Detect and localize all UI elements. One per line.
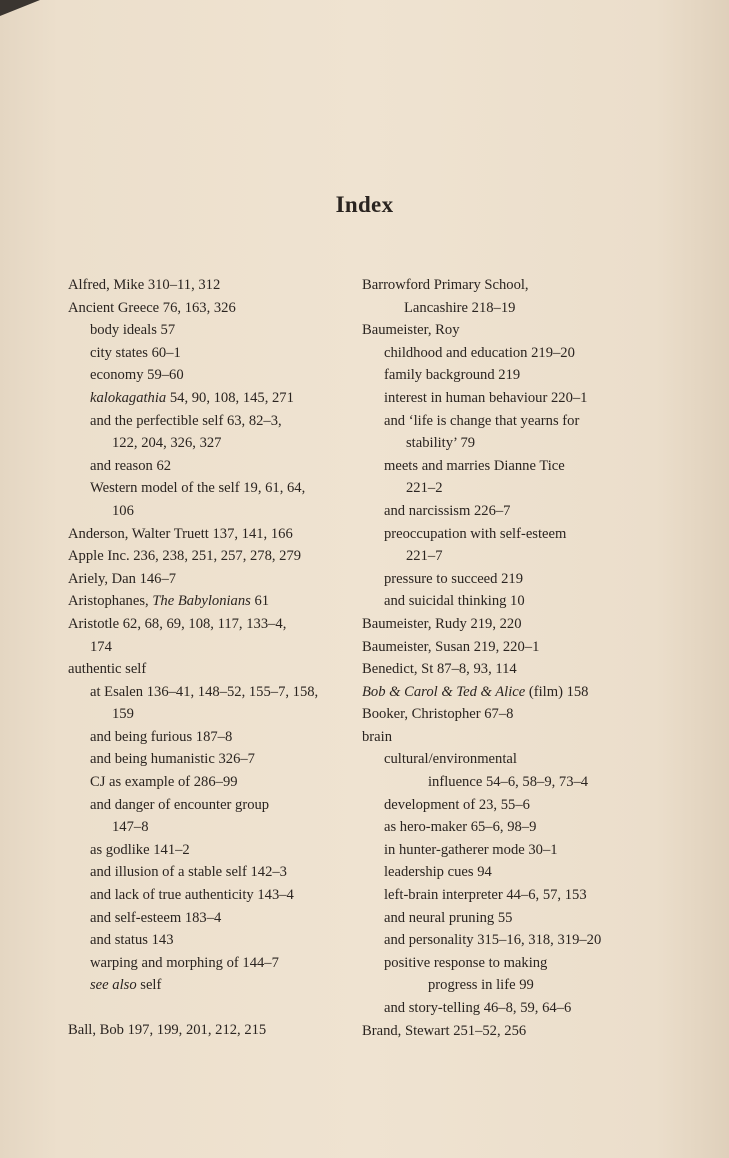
index-entry bbox=[362, 342, 662, 365]
index-entry-text: left-brain interpreter 44–6, 57, 153 bbox=[384, 887, 587, 904]
index-entry-text: 221–7 bbox=[406, 548, 443, 565]
index-entry bbox=[362, 477, 662, 500]
index-entry bbox=[362, 771, 662, 794]
page-title: Index bbox=[335, 192, 394, 217]
index-column-left bbox=[68, 274, 358, 1042]
index-entry bbox=[362, 726, 662, 749]
index-entry-text: authentic self bbox=[68, 661, 147, 678]
index-entry bbox=[68, 884, 358, 907]
index-entry-text: as godlike 141–2 bbox=[90, 841, 190, 858]
index-entry bbox=[68, 748, 358, 771]
index-entry-text: Ball, Bob 197, 199, 201, 212, 215 bbox=[68, 1022, 267, 1038]
index-entry bbox=[362, 1020, 662, 1043]
index-entry-text: and lack of true authenticity 143–4 bbox=[90, 887, 294, 904]
index-entry-text: city states 60–1 bbox=[90, 344, 181, 361]
index-entry bbox=[68, 794, 358, 817]
index-entry-text: and personality 315–16, 318, 319–20 bbox=[384, 932, 602, 949]
index-entry bbox=[68, 636, 358, 659]
index-entry-text: Ancient Greece 76, 163, 326 bbox=[68, 299, 236, 316]
index-entry-text: Baumeister, Rudy 219, 220 bbox=[362, 615, 522, 632]
index-entry bbox=[362, 613, 662, 636]
index-entry-text: Ariely, Dan 146–7 bbox=[68, 570, 177, 587]
index-entry bbox=[68, 703, 358, 726]
index-entry bbox=[362, 748, 662, 771]
index-entry bbox=[68, 500, 358, 523]
index-entry-text: Alfred, Mike 310–11, 312 bbox=[68, 277, 221, 293]
index-entry bbox=[68, 681, 358, 704]
index-entry-text: in hunter-gatherer mode 30–1 bbox=[384, 841, 558, 858]
index-entry-text: and neural pruning 55 bbox=[384, 909, 513, 926]
index-entry bbox=[68, 387, 358, 410]
index-entry-text: 221–2 bbox=[406, 480, 443, 497]
index-entry-text: meets and marries Dianne Tice bbox=[384, 457, 565, 474]
index-entry bbox=[362, 568, 662, 591]
index-entry-text: and illusion of a stable self 142–3 bbox=[90, 864, 287, 881]
index-entry-text: 147–8 bbox=[112, 819, 149, 836]
index-entry bbox=[68, 1019, 358, 1042]
index-entry-text: and story-telling 46–8, 59, 64–6 bbox=[384, 1000, 572, 1016]
page-corner-shadow bbox=[0, 0, 40, 16]
index-entry bbox=[362, 387, 662, 410]
index-entry bbox=[362, 703, 662, 726]
index-entry-text: Baumeister, Susan 219, 220–1 bbox=[362, 638, 540, 655]
index-entry-text: positive response to making bbox=[384, 954, 548, 971]
index-entry bbox=[362, 681, 662, 704]
index-entry-text: interest in human behaviour 220–1 bbox=[384, 389, 588, 406]
index-entry-text: family background 219 bbox=[384, 367, 521, 384]
index-entry bbox=[68, 929, 358, 952]
index-entry bbox=[362, 274, 662, 297]
index-entry bbox=[362, 297, 662, 320]
index-entry-italic: Bob & Carol & Ted & Alice bbox=[362, 683, 526, 700]
index-entry bbox=[362, 839, 662, 862]
index-entry-text: cultural/environmental bbox=[384, 751, 517, 768]
index-entry bbox=[68, 861, 358, 884]
index-entry bbox=[68, 342, 358, 365]
index-entry-text: Barrowford Primary School, bbox=[362, 277, 529, 293]
index-entry-text: Baumeister, Roy bbox=[362, 322, 460, 339]
index-entry-italic: see also bbox=[90, 977, 137, 994]
index-entry bbox=[362, 545, 662, 568]
index-entry bbox=[68, 274, 358, 297]
index-entry-text: development of 23, 55–6 bbox=[384, 796, 530, 813]
index-entry-text: 174 bbox=[90, 638, 112, 655]
index-entry-text: progress in life 99 bbox=[428, 977, 534, 994]
index-entry bbox=[362, 861, 662, 884]
index-entry bbox=[362, 455, 662, 478]
index-entry bbox=[68, 771, 358, 794]
index-entry bbox=[362, 884, 662, 907]
index-entry-text: and ‘life is change that yearns for bbox=[384, 412, 580, 429]
index-entry bbox=[362, 500, 662, 523]
index-entry-text: pressure to succeed 219 bbox=[384, 570, 523, 587]
index-entry bbox=[362, 907, 662, 930]
index-entry-text: Booker, Christopher 67–8 bbox=[362, 706, 514, 723]
index-entry bbox=[68, 568, 358, 591]
index-entry-text: childhood and education 219–20 bbox=[384, 344, 575, 361]
index-entry-text: and self-esteem 183–4 bbox=[90, 909, 222, 926]
index-entry bbox=[362, 410, 662, 433]
index-entry-text: and narcissism 226–7 bbox=[384, 502, 511, 519]
index-column-right bbox=[362, 274, 662, 1042]
index-entry bbox=[68, 839, 358, 862]
index-entry-text: Brand, Stewart 251–52, 256 bbox=[362, 1022, 527, 1039]
index-entry-text: leadership cues 94 bbox=[384, 864, 492, 881]
index-entry bbox=[68, 590, 358, 613]
index-entry bbox=[362, 929, 662, 952]
index-entry-text: 122, 204, 326, 327 bbox=[112, 435, 222, 452]
index-entry-text: Apple Inc. 236, 238, 251, 257, 278, 279 bbox=[68, 548, 302, 565]
index-entry bbox=[362, 816, 662, 839]
index-entry-text: Aristotle 62, 68, 69, 108, 117, 133–4, bbox=[68, 615, 287, 632]
index-entry-text: as hero-maker 65–6, 98–9 bbox=[384, 819, 537, 836]
index-entry bbox=[362, 794, 662, 817]
index-entry bbox=[68, 658, 358, 681]
index-entry bbox=[68, 297, 358, 320]
index-entry-text: economy 59–60 bbox=[90, 367, 184, 384]
index-entry bbox=[68, 974, 358, 997]
index-entry-text: Lancashire 218–19 bbox=[404, 299, 516, 316]
index-entry-text: 61 bbox=[250, 593, 270, 610]
index-entry bbox=[68, 816, 358, 839]
index-entry bbox=[68, 410, 358, 433]
index-entry-text: (film) 158 bbox=[525, 683, 589, 700]
index-entry bbox=[68, 523, 358, 546]
index-entry bbox=[68, 455, 358, 478]
index-entry-text: warping and morphing of 144–7 bbox=[90, 954, 279, 971]
index-entry bbox=[362, 432, 662, 455]
index-entry bbox=[68, 477, 358, 500]
index-entry-text: stability’ 79 bbox=[406, 435, 476, 452]
index-entry bbox=[68, 907, 358, 930]
index-entry-text: and the perfectible self 63, 82–3, bbox=[90, 412, 282, 429]
index-entry-text: at Esalen 136–41, 148–52, 155–7, 158, bbox=[90, 683, 319, 700]
index-entry-text: preoccupation with self-esteem bbox=[384, 525, 567, 542]
index-entry-text: body ideals 57 bbox=[90, 322, 176, 339]
index-entry bbox=[362, 364, 662, 387]
index-entry-text: brain bbox=[362, 728, 392, 745]
index-entry-text: CJ as example of 286–99 bbox=[90, 774, 238, 791]
index-entry-text: and danger of encounter group bbox=[90, 796, 270, 813]
index-entry-text: Benedict, St 87–8, 93, 114 bbox=[362, 661, 517, 678]
index-entry bbox=[68, 952, 358, 975]
index-entry bbox=[68, 545, 358, 568]
index-entry bbox=[362, 523, 662, 546]
index-entry bbox=[68, 319, 358, 342]
index-entry bbox=[362, 658, 662, 681]
index-entry-italic: kalokagathia bbox=[90, 389, 167, 406]
index-entry-text: Aristophanes, bbox=[68, 593, 153, 610]
index-entry-text: 54, 90, 108, 145, 271 bbox=[166, 389, 294, 406]
index-entry bbox=[68, 613, 358, 636]
index-entry-text: influence 54–6, 58–9, 73–4 bbox=[428, 774, 589, 791]
index-entry-text: and being furious 187–8 bbox=[90, 728, 233, 745]
index-entry-text: and being humanistic 326–7 bbox=[90, 751, 255, 768]
index-entry bbox=[362, 974, 662, 997]
index-entry bbox=[362, 319, 662, 342]
index-entry-text: and suicidal thinking 10 bbox=[384, 593, 525, 610]
index-entry-text: and status 143 bbox=[90, 932, 174, 949]
index-entry-text: Western model of the self 19, 61, 64, bbox=[90, 480, 306, 497]
index-entry-text: self bbox=[136, 977, 162, 994]
index-entry-italic: The Babylonians bbox=[152, 593, 251, 610]
index-entry bbox=[362, 952, 662, 975]
index-entry-text: 106 bbox=[112, 502, 134, 519]
index-entry bbox=[362, 997, 662, 1020]
index-entry bbox=[362, 636, 662, 659]
index-entry bbox=[68, 726, 358, 749]
index-entry bbox=[68, 432, 358, 455]
index-entry bbox=[362, 590, 662, 613]
index-entry bbox=[68, 364, 358, 387]
index-entry-text: Anderson, Walter Truett 137, 141, 166 bbox=[68, 525, 293, 542]
index-entry-text: 159 bbox=[112, 706, 134, 723]
index-entry-text: and reason 62 bbox=[90, 457, 172, 474]
